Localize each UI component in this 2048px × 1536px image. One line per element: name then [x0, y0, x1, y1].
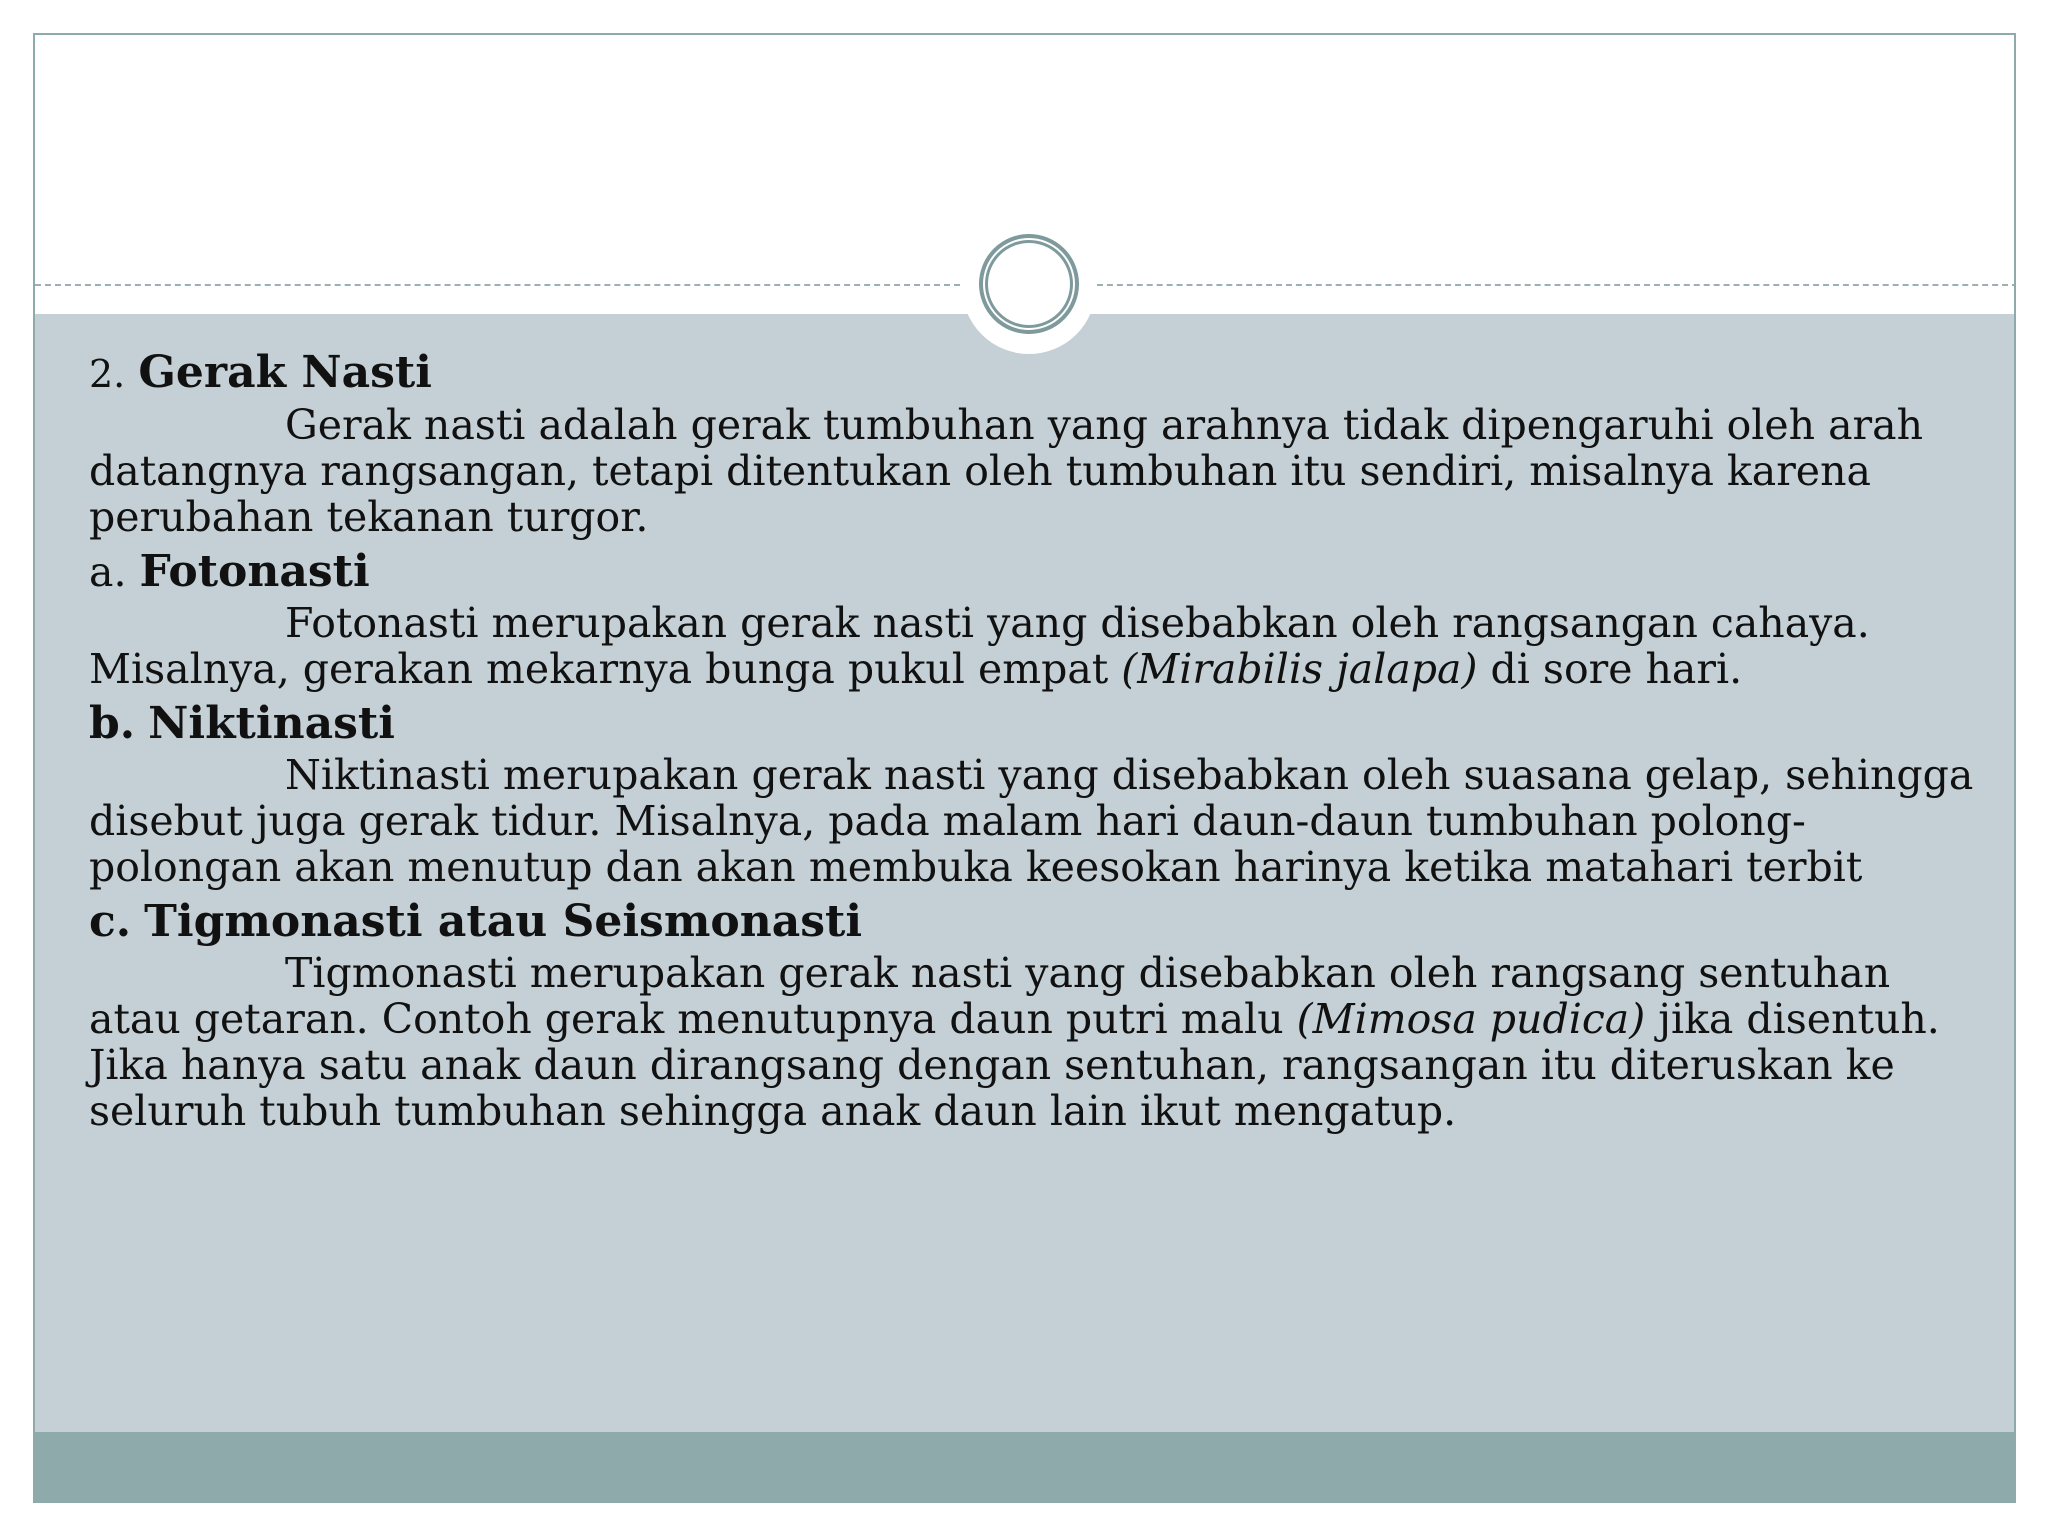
section-number: 2. [89, 352, 126, 396]
paragraph-text: Niktinasti merupakan gerak nasti yang disebabkan oleh suasana gelap, sehingga disebut juga gerak tidur. Misalnya, pada malam hari daun-daun tumbuhan polong-polongan akan menutup dan akan membuka keesokan harinya ketika matahari terbit [89, 751, 1974, 891]
section-paragraph-niktinasti [89, 752, 1979, 890]
section-paragraph-tigmonasti [89, 950, 1979, 1134]
slide-body-text [89, 345, 1979, 1134]
section-title: Niktinasti [148, 698, 395, 749]
paragraph-text: di sore hari. [1477, 645, 1743, 693]
circle-inner-ring-icon [985, 240, 1073, 328]
section-letter: c. [89, 896, 132, 947]
paragraph-text: Gerak nasti adalah gerak tumbuhan yang arahnya tidak dipengaruhi oleh arah datangnya rangsangan, tetapi ditentukan oleh tumbuhan itu sendiri, misalnya karena perubahan tekanan turgor. [89, 401, 1923, 541]
section-title: Tigmonasti atau Seismonasti [144, 896, 863, 947]
divider-dashed-right [1097, 284, 2016, 286]
section-letter: b. [89, 698, 136, 749]
section-heading-niktinasti [89, 696, 1979, 752]
section-title: Fotonasti [139, 546, 370, 597]
paragraph-text: Fotonasti merupakan gerak nasti yang disebabkan oleh rangsangan cahaya. Misalnya, gerakan mekarnya bunga pukul empat [89, 599, 1870, 693]
scientific-name: (Mirabilis jalapa) [1121, 645, 1478, 693]
section-paragraph-fotonasti [89, 600, 1979, 692]
footer-band [35, 1432, 2014, 1503]
section-title: Gerak Nasti [138, 347, 432, 398]
paragraph-text: jika disentuh. Jika hanya satu anak daun dirangsang dengan sentuhan, rangsangan itu diteruskan ke seluruh tubuh tumbuhan sehingga anak daun lain ikut mengatup. [89, 995, 1940, 1135]
slide [33, 33, 2016, 1503]
section-heading-tigmonasti [89, 894, 1979, 950]
section-heading-gerak-nasti [89, 345, 1979, 402]
section-heading-fotonasti [89, 544, 1979, 600]
section-paragraph-gerak-nasti [89, 402, 1979, 540]
section-letter: a. [89, 548, 127, 596]
paragraph-text: Tigmonasti merupakan gerak nasti yang disebabkan oleh rangsang sentuhan atau getaran. Contoh gerak menutupnya daun putri malu [89, 949, 1891, 1043]
scientific-name: (Mimosa pudica) [1296, 995, 1646, 1043]
divider-dashed-left [35, 284, 960, 286]
